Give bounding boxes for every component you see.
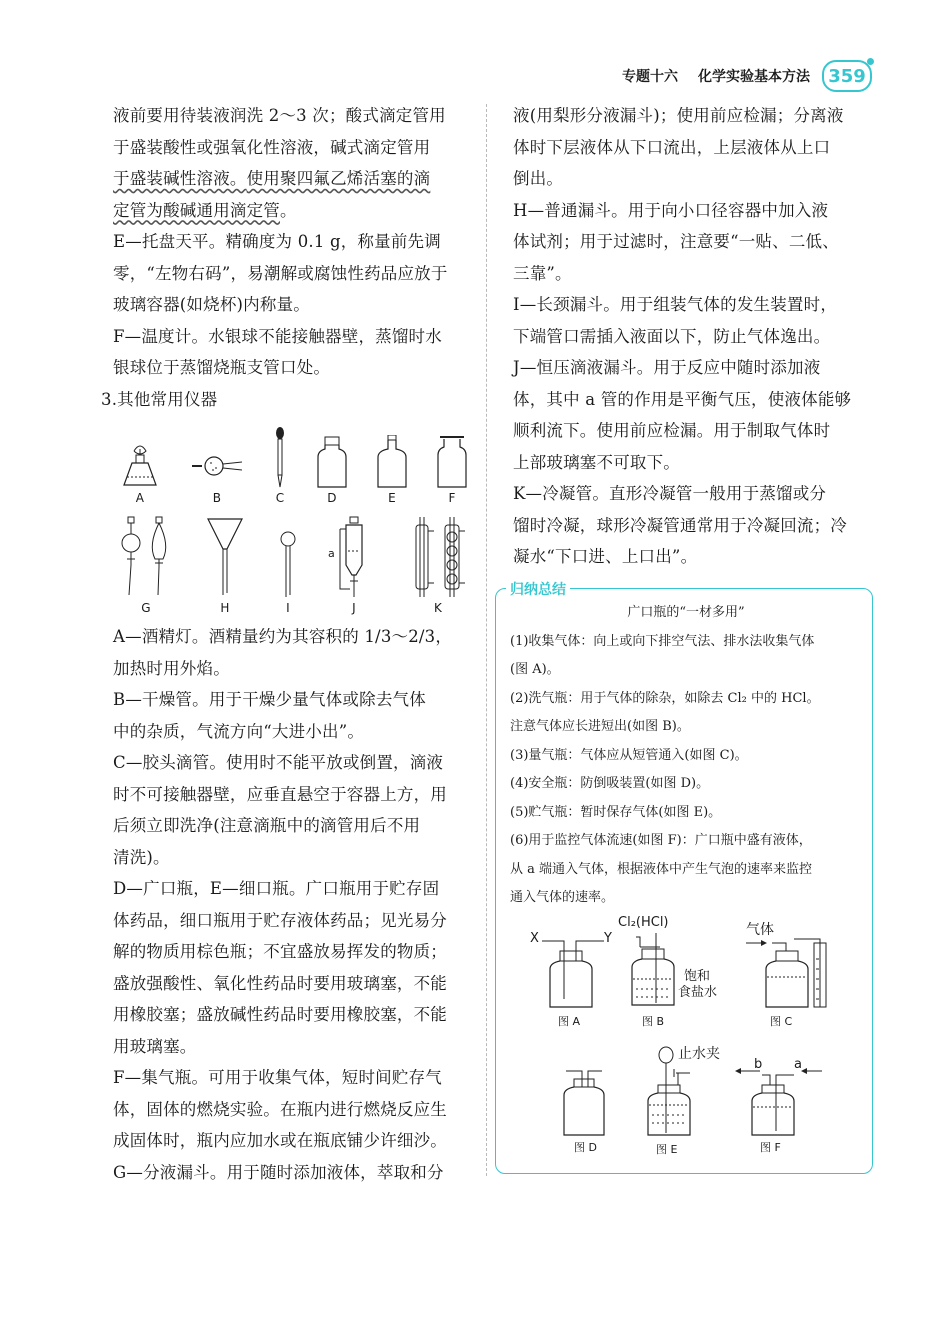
instrument-figure-row-1 [118, 423, 468, 505]
pressure-funnel-figure: a J [332, 515, 376, 615]
gas-collecting-bottle-figure: F [436, 435, 468, 505]
wide-mouth-bottle-figure: D [316, 435, 348, 505]
summary-tag: 归纳总结 [506, 579, 570, 599]
paragraph-balance: E—托盘天平。精确度为 0.1 g，称量前先调 零，“左物右码”，易潮解或腐蚀性药品应放于 玻璃容器(如烧杯)内称量。 [113, 232, 448, 314]
paragraph-gas-bottle: F—集气瓶。可用于收集气体，短时间贮存气 体，固体的燃烧实验。在瓶内进行燃烧反应生 成固体时，瓶内应加水或在瓶底铺少许细沙。 [113, 1068, 447, 1150]
paragraph-bottles: D—广口瓶，E—细口瓶。广口瓶用于贮存固 体药品，细口瓶用于贮存液体药品；见光易分 解的物质用棕色瓶；不宜盛放易挥发的物质； 盛放强酸性、氧化性药品时要用玻璃塞，不能 用橡胶塞；盛放碱性药品时要用橡胶塞，不能 用玻璃塞。 [113, 879, 447, 1056]
paragraph-drying-tube: B—干燥管。用于干燥少量气体或除去气体 中的杂质，气流方向“大进小出”。 [113, 690, 426, 741]
summary-box: 归纳总结 广口瓶的“一材多用” (1)收集气体：向上或向下排空气法、排水法收集气体 (图 A)。 (2)洗气瓶：用于气体的除杂，如除去 Cl₂ 中的 HCl。 注意气体应长进短出(如图 B)。 (3)量气瓶：气体应从短管通入(如图 C)。 (4)安全瓶：防倒吸装置(如图 D)。 (5)贮气瓶：暂时保存气体(如图 E)。 (6)用于监控气体流速(如图 F)：广口瓶中盛有液体， 从 a 端通入气体，根据液体中产生气泡的速率来监控 通入气体的速率。 X Y 图 A Cl₂(HCl) 饱和 食盐水 图 B 气体 图 C 图 D 止水夹 图 E b a 图 F [495, 588, 873, 1174]
figure-c: 气体 图 C [742, 919, 852, 1027]
paragraph-alcohol-lamp: A—酒精灯。酒精量约为其容积的 1/3～2/3， 加热时用外焰。 [113, 627, 453, 678]
page-header [622, 60, 872, 92]
paragraph-separatory-funnel: G—分液漏斗。用于随时添加液体，萃取和分 [113, 1162, 444, 1182]
figure-a: X Y 图 A [530, 931, 612, 1028]
long-neck-funnel-figure: I [276, 515, 300, 615]
column-divider [486, 104, 487, 1176]
figure-b: Cl₂(HCl) 饱和 食盐水 图 B [618, 915, 718, 1028]
chapter-title: 化学实验基本方法 [698, 69, 810, 85]
section-heading: 3.其他常用仪器 [101, 389, 218, 409]
paragraph-long-neck-funnel: I—长颈漏斗。用于组装气体的发生装置时， 下端管口需插入液面以下，防止气体逸出。 [513, 295, 838, 346]
paragraph-thermometer: F—温度计。水银球不能接触器壁，蒸馏时水 银球位于蒸馏烧瓶支管口处。 [113, 326, 442, 377]
chapter-label: 专题十六 [622, 69, 678, 85]
separatory-funnel-figure: G [118, 515, 174, 615]
funnel-figure: H [206, 515, 244, 615]
summary-title: 广口瓶的“一材多用” [627, 605, 745, 620]
paragraph-pressure-funnel: J—恒压滴液漏斗。用于反应中随时添加液 体，其中 a 管的作用是平衡气压，使液体能够 顺利流下。使用前应检漏。用于制取气体时 上部玻璃塞不可取下。 [513, 358, 852, 472]
paragraph-separatory-funnel-cont: 液(用梨形分液漏斗)；使用前应检漏；分离液 体时下层液体从下口流出，上层液体从上口 倒出。 [513, 106, 844, 188]
figure-d: 图 D [552, 1065, 642, 1155]
alcohol-lamp-figure: A [118, 441, 162, 505]
instrument-figure-row-2 [118, 519, 468, 615]
paragraph-burette: 液前要用待装液润洗 2～3 次；酸式滴定管用 于盛装酸性或强氧化性溶液，碱式滴定管用 于盛装碱性溶液。使用聚四氟乙烯活塞的滴 定管为酸碱通用滴定管。 [113, 106, 446, 220]
left-column [101, 100, 473, 1188]
page-number: 359 [822, 60, 872, 92]
condenser-figure: K [408, 515, 468, 615]
paragraph-dropper: C—胶头滴管。使用时不能平放或倒置，滴液 时不可接触器壁，应垂直悬空于容器上方，用 后须立即洗净(注意滴瓶中的滴管用后不用 清洗)。 [113, 753, 447, 867]
paragraph-funnel: H—普通漏斗。用于向小口径容器中加入液 体试剂；用于过滤时，注意要“一贴、二低、 三靠”。 [513, 200, 839, 283]
narrow-mouth-bottle-figure: E [376, 435, 408, 505]
figure-f: b a 图 F [754, 1057, 802, 1154]
figure-e: 止水夹 图 E [642, 1043, 752, 1155]
drying-tube-figure: B [190, 441, 244, 505]
right-column [513, 100, 873, 573]
dropper-figure: C [272, 425, 288, 505]
paragraph-condenser: K—冷凝管。直形冷凝管一般用于蒸馏或分 馏时冷凝，球形冷凝管通常用于冷凝回流；冷 凝水“下口进、上口出”。 [513, 484, 847, 566]
